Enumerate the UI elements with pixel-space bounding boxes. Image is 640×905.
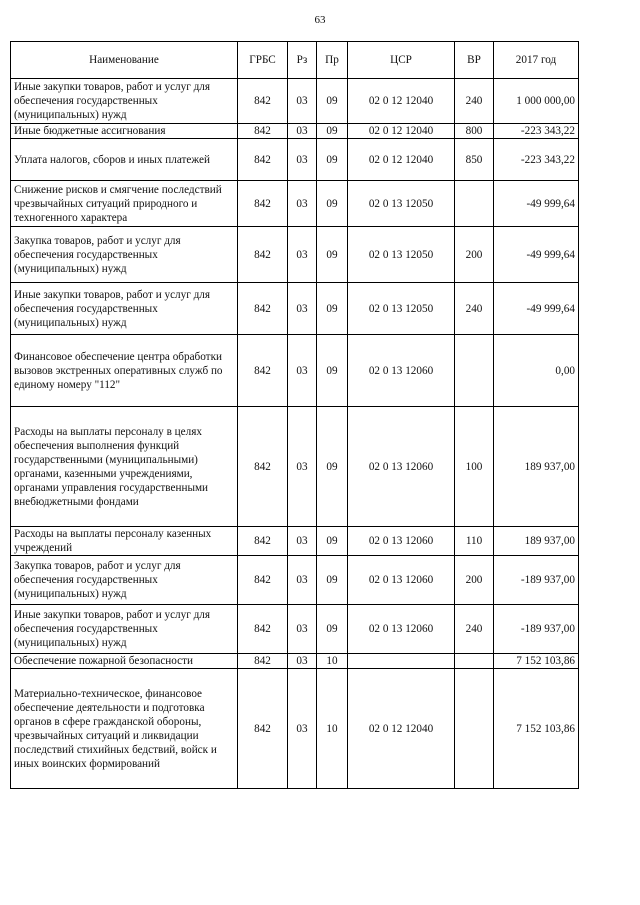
row-vr — [455, 181, 494, 227]
row-grbs: 842 — [238, 283, 288, 335]
row-amount: -49 999,64 — [494, 181, 579, 227]
row-amount: 7 152 103,86 — [494, 669, 579, 789]
row-amount: -223 343,22 — [494, 139, 579, 181]
row-vr: 850 — [455, 139, 494, 181]
row-rz: 03 — [288, 556, 317, 605]
row-grbs: 842 — [238, 181, 288, 227]
row-amount: 1 000 000,00 — [494, 79, 579, 124]
row-vr: 110 — [455, 527, 494, 556]
row-csr: 02 0 13 12050 — [348, 181, 455, 227]
row-csr: 02 0 13 12060 — [348, 605, 455, 654]
row-vr: 800 — [455, 124, 494, 139]
row-rz: 03 — [288, 181, 317, 227]
row-rz: 03 — [288, 139, 317, 181]
row-csr: 02 0 12 12040 — [348, 139, 455, 181]
row-pr: 09 — [317, 527, 348, 556]
row-pr: 09 — [317, 605, 348, 654]
row-pr: 09 — [317, 79, 348, 124]
row-rz: 03 — [288, 335, 317, 407]
row-vr: 240 — [455, 605, 494, 654]
table-row — [11, 605, 579, 654]
row-rz: 03 — [288, 654, 317, 669]
row-name: Материально-техническое, финансовое обеспечение деятельности и подготовка органов в сфере гражданской обороны, чрезвычайных ситуаций и ликвидации последствий стихийных бедствий, войск и иных воинских формирований — [11, 669, 238, 789]
row-pr: 09 — [317, 181, 348, 227]
row-vr — [455, 654, 494, 669]
row-csr: 02 0 13 12060 — [348, 407, 455, 527]
row-csr: 02 0 13 12050 — [348, 283, 455, 335]
header-pr: Пр — [317, 42, 348, 79]
table-row — [11, 527, 579, 556]
row-name: Финансовое обеспечение центра обработки вызовов экстренных оперативных служб по единому номеру "112" — [11, 335, 238, 407]
row-pr: 09 — [317, 283, 348, 335]
table-row — [11, 124, 579, 139]
row-grbs: 842 — [238, 654, 288, 669]
row-grbs: 842 — [238, 79, 288, 124]
row-rz: 03 — [288, 124, 317, 139]
header-vr: ВР — [455, 42, 494, 79]
row-amount: 7 152 103,86 — [494, 654, 579, 669]
header-year-2017: 2017 год — [494, 42, 579, 79]
row-pr: 10 — [317, 654, 348, 669]
row-name: Закупка товаров, работ и услуг для обеспечения государственных (муниципальных) нужд — [11, 227, 238, 283]
row-vr: 200 — [455, 556, 494, 605]
row-csr: 02 0 13 12060 — [348, 527, 455, 556]
row-amount: 189 937,00 — [494, 527, 579, 556]
row-amount: -189 937,00 — [494, 605, 579, 654]
row-csr: 02 0 12 12040 — [348, 124, 455, 139]
table-row — [11, 227, 579, 283]
row-name: Обеспечение пожарной безопасности — [11, 654, 238, 669]
page-number: 63 — [314, 14, 326, 26]
table-row — [11, 654, 579, 669]
row-grbs: 842 — [238, 227, 288, 283]
row-amount: 189 937,00 — [494, 407, 579, 527]
table-row — [11, 283, 579, 335]
row-grbs: 842 — [238, 124, 288, 139]
row-name: Иные закупки товаров, работ и услуг для обеспечения государственных (муниципальных) нужд — [11, 605, 238, 654]
table-row — [11, 79, 579, 124]
row-name: Уплата налогов, сборов и иных платежей — [11, 139, 238, 181]
row-vr — [455, 669, 494, 789]
row-grbs: 842 — [238, 527, 288, 556]
row-rz: 03 — [288, 605, 317, 654]
row-vr — [455, 335, 494, 407]
row-rz: 03 — [288, 669, 317, 789]
row-name: Закупка товаров, работ и услуг для обеспечения государственных (муниципальных) нужд — [11, 556, 238, 605]
row-pr: 09 — [317, 227, 348, 283]
row-csr: 02 0 13 12060 — [348, 335, 455, 407]
row-vr: 240 — [455, 283, 494, 335]
row-name: Расходы на выплаты персоналу в целях обеспечения выполнения функций государственными (муниципальными) органами, казенными учреждениями, органами управления государственными внебюджетными фондами — [11, 407, 238, 527]
row-csr: 02 0 13 12050 — [348, 227, 455, 283]
table-row — [11, 556, 579, 605]
row-grbs: 842 — [238, 335, 288, 407]
table-header-row — [11, 42, 579, 79]
row-amount: -189 937,00 — [494, 556, 579, 605]
row-grbs: 842 — [238, 669, 288, 789]
table-row — [11, 139, 579, 181]
row-grbs: 842 — [238, 556, 288, 605]
header-name: Наименование — [11, 42, 238, 79]
row-grbs: 842 — [238, 407, 288, 527]
row-amount: -49 999,64 — [494, 283, 579, 335]
row-csr: 02 0 12 12040 — [348, 669, 455, 789]
row-amount: -223 343,22 — [494, 124, 579, 139]
table-row — [11, 407, 579, 527]
row-name: Иные закупки товаров, работ и услуг для обеспечения государственных (муниципальных) нужд — [11, 79, 238, 124]
row-csr: 02 0 13 12060 — [348, 556, 455, 605]
header-rz: Рз — [288, 42, 317, 79]
row-pr: 10 — [317, 669, 348, 789]
row-rz: 03 — [288, 227, 317, 283]
header-csr: ЦСР — [348, 42, 455, 79]
row-csr — [348, 654, 455, 669]
row-rz: 03 — [288, 527, 317, 556]
row-pr: 09 — [317, 139, 348, 181]
row-amount: 0,00 — [494, 335, 579, 407]
table-row — [11, 669, 579, 789]
row-pr: 09 — [317, 335, 348, 407]
row-pr: 09 — [317, 556, 348, 605]
row-name: Иные закупки товаров, работ и услуг для обеспечения государственных (муниципальных) нужд — [11, 283, 238, 335]
row-rz: 03 — [288, 79, 317, 124]
row-rz: 03 — [288, 283, 317, 335]
header-grbs: ГРБС — [238, 42, 288, 79]
row-name: Расходы на выплаты персоналу казенных учреждений — [11, 527, 238, 556]
row-grbs: 842 — [238, 605, 288, 654]
row-pr: 09 — [317, 124, 348, 139]
row-csr: 02 0 12 12040 — [348, 79, 455, 124]
row-amount: -49 999,64 — [494, 227, 579, 283]
table-row — [11, 335, 579, 407]
row-name: Иные бюджетные ассигнования — [11, 124, 238, 139]
row-vr: 100 — [455, 407, 494, 527]
row-rz: 03 — [288, 407, 317, 527]
row-vr: 240 — [455, 79, 494, 124]
row-name: Снижение рисков и смягчение последствий чрезвычайных ситуаций природного и техногенного характера — [11, 181, 238, 227]
row-grbs: 842 — [238, 139, 288, 181]
row-vr: 200 — [455, 227, 494, 283]
row-pr: 09 — [317, 407, 348, 527]
table-row — [11, 181, 579, 227]
budget-table — [10, 41, 579, 789]
